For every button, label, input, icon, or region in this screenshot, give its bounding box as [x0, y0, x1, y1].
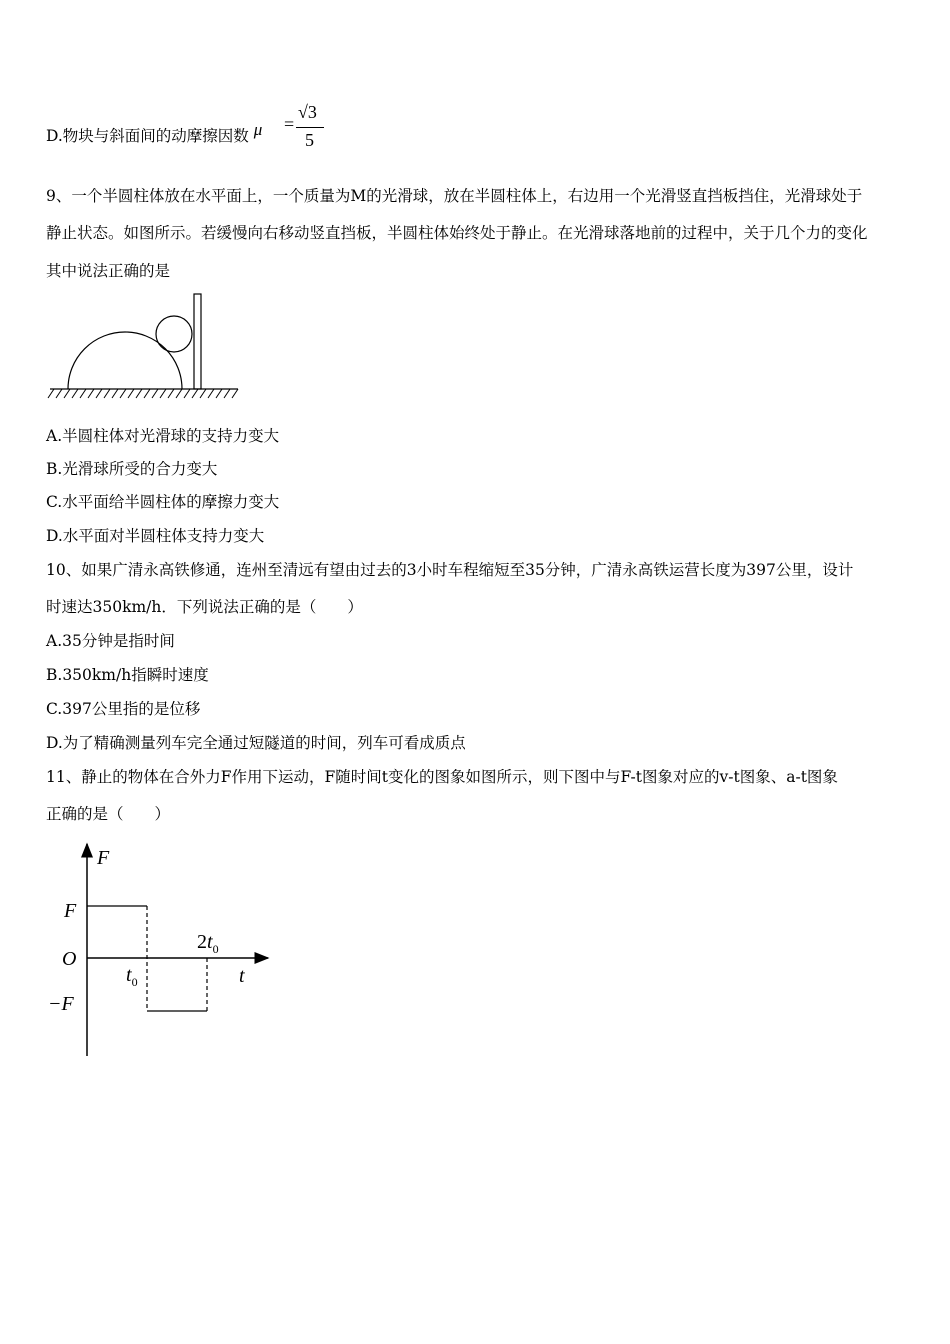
- q9-stem-line-1: 9、一个半圆柱体放在水平面上，一个质量为M的光滑球，放在半圆柱体上，右边用一个光滑竖直挡板挡住，光滑球处于: [46, 187, 863, 205]
- tick-label-2t0: $2t_0$: [197, 931, 219, 956]
- q10-option-b: B.350km/h指瞬时速度: [46, 666, 209, 684]
- q9-stem-line-3: 其中说法正确的是: [46, 262, 171, 280]
- q8-option-d-text: D.物块与斜面间的动摩擦因数: [46, 127, 249, 145]
- q10-option-a: A.35分钟是指时间: [46, 632, 175, 650]
- fraction-numerator: √3: [298, 102, 317, 122]
- y-axis-label: F: [97, 847, 110, 869]
- q9-option-a: A.半圆柱体对光滑球的支持力变大: [46, 427, 280, 445]
- q10-stem-line-2: 时速达350km/h．下列说法正确的是（ ）: [46, 598, 363, 616]
- tick-label-origin: O: [62, 948, 77, 970]
- q10-option-d: D.为了精确测量列车完全通过短隧道的时间，列车可看成质点: [46, 734, 466, 752]
- q9-stem-line-2: 静止状态。如图所示。若缓慢向右移动竖直挡板，半圆柱体始终处于静止。在光滑球落地前的过程中，关于几个力的变化: [46, 224, 868, 242]
- mu-symbol: μ: [253, 120, 263, 139]
- mu-fraction: [296, 102, 326, 150]
- fraction-bar: [296, 127, 324, 128]
- q11-stem-line-2: 正确的是（ ）: [46, 805, 171, 823]
- vertical-baffle: [194, 294, 201, 389]
- q10-stem-line-1: 10、如果广清永高铁修通，连州至清远有望由过去的3小时车程缩短至35分钟，广清永高铁运营长度为397公里，设计: [46, 561, 854, 579]
- mu-equals: =: [284, 114, 295, 134]
- q8-option-d: [46, 120, 263, 146]
- q11-f-t-graph: [40, 838, 280, 1063]
- semicylinder: [68, 332, 182, 389]
- x-axis-label: t: [239, 965, 245, 987]
- tick-label-positive-f: F: [64, 900, 77, 922]
- tick-label-negative-f: −F: [48, 993, 74, 1015]
- tick-label-t0: $t_0$: [126, 964, 138, 989]
- q9-figure: [46, 290, 246, 405]
- fraction-denominator: 5: [305, 130, 314, 150]
- ground: [48, 389, 238, 398]
- q11-stem-line-1: 11、静止的物体在合外力F作用下运动，F随时间t变化的图象如图所示，则下图中与F-t图象对应的v-t图象、a-t图象: [46, 768, 838, 786]
- smooth-ball: [156, 316, 192, 352]
- q9-option-d: D.水平面对半圆柱体支持力变大: [46, 527, 265, 545]
- q9-option-c: C.水平面给半圆柱体的摩擦力变大: [46, 493, 280, 511]
- q10-option-c: C.397公里指的是位移: [46, 700, 201, 718]
- q9-option-b: B.光滑球所受的合力变大: [46, 460, 218, 478]
